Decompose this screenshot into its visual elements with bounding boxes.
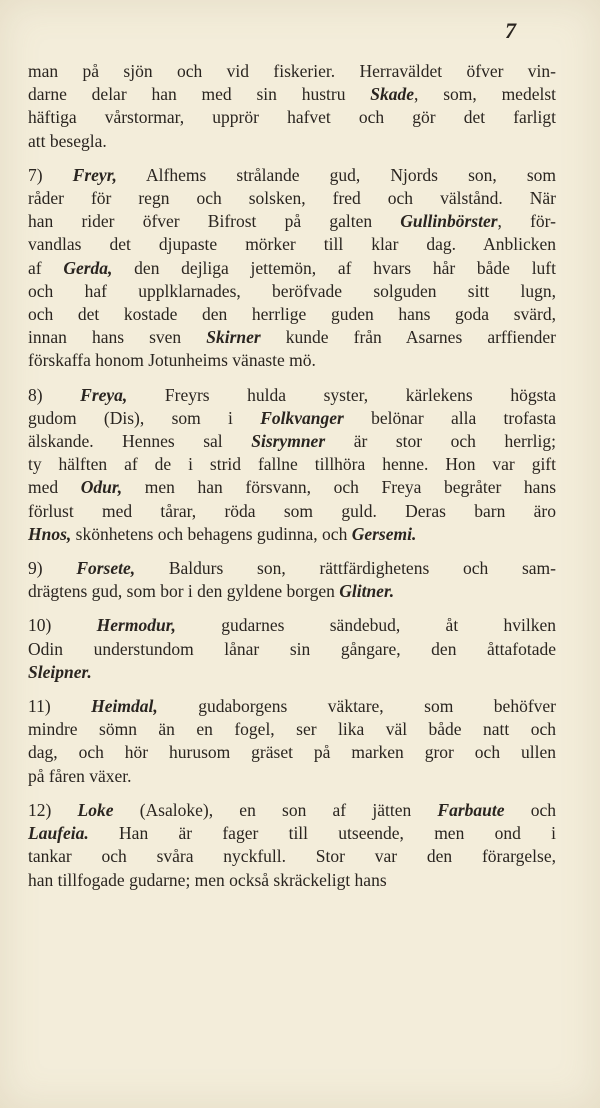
text-line: [28, 349, 556, 372]
text-run: ty hälften af de i strid fallne tillhöra henne. Hon var gift: [28, 454, 556, 475]
text-line: [28, 130, 556, 153]
text-line: [28, 83, 556, 106]
text-run: 9): [28, 558, 77, 579]
text-run: af: [28, 257, 64, 278]
proper-name: Gersemi.: [351, 523, 417, 544]
proper-name: Hnos,: [28, 523, 72, 544]
proper-name: Odur,: [80, 477, 123, 498]
text-line: [28, 60, 556, 83]
text-run: är stor och herrlig;: [325, 431, 556, 452]
text-run: vandlas det djupaste mörker till klar dag. Anblicken: [28, 234, 556, 255]
text-run: 12): [28, 799, 78, 820]
text-run: och det kostade den herrlige guden hans goda svärd,: [28, 304, 556, 325]
text-run: förskaffa honom Jotunheims vänaste mö.: [28, 350, 316, 371]
text-line: [28, 476, 556, 499]
text-run: Odin understundom lånar sin gångare, den åttafotade: [28, 638, 556, 659]
text-line: [28, 187, 556, 210]
text-run: gudaborgens väktare, som behöfver: [157, 696, 556, 717]
text-run: drägtens gud, som bor i den gyldene borgen: [28, 581, 340, 602]
text-run: förlust med tårar, röda som guld. Deras barn äro: [28, 500, 556, 521]
text-run: råder för regn och solsken, fred och välstånd. När: [28, 188, 556, 209]
text-line: [28, 580, 556, 603]
text-run: han rider öfver Bifrost på galten: [28, 211, 401, 232]
text-run: gudarnes sändebud, åt hvilken: [175, 615, 556, 636]
text-line: [28, 257, 556, 280]
proper-name: Laufeia.: [28, 823, 89, 844]
paragraph-p0: [28, 60, 556, 153]
text-run: och: [504, 799, 557, 820]
text-run: kunde från Asarnes arffiender: [260, 327, 556, 348]
text-line: [28, 661, 556, 684]
paragraph-p11: [28, 695, 556, 788]
text-run: med: [28, 477, 81, 498]
text-line: [28, 695, 556, 718]
text-run: man på sjön och vid fiskerier. Herraväldet öfver vin-: [28, 61, 556, 81]
text-run: att besegla.: [28, 130, 107, 151]
text-line: [28, 280, 556, 303]
text-line: [28, 799, 556, 822]
text-line: [28, 557, 556, 580]
proper-name: Forsete,: [76, 558, 136, 579]
text-line: [28, 384, 556, 407]
proper-name: Gullinbörster: [400, 211, 498, 232]
proper-name: Sleipner.: [28, 661, 92, 682]
text-run: , som, medelst: [414, 84, 557, 105]
text-run: 10): [28, 615, 97, 636]
text-line: [28, 765, 556, 788]
paragraph-p9: [28, 557, 556, 603]
text-run: älskande. Hennes sal: [28, 431, 252, 452]
paragraph-gap: [28, 603, 556, 614]
paragraph-p10: [28, 614, 556, 684]
proper-name: Heimdal,: [91, 696, 158, 717]
proper-name: Farbaute: [437, 799, 505, 820]
paragraph-gap: [28, 546, 556, 557]
proper-name: Skade: [370, 84, 415, 105]
text-run: på fåren växer.: [28, 765, 132, 786]
text-run: mindre sömn än en fogel, ser lika väl både natt och: [28, 719, 556, 740]
paragraph-gap: [28, 153, 556, 164]
text-run: tankar och svåra nyckfull. Stor var den förargelse,: [28, 846, 556, 867]
text-run: gudom (Dis), som i: [28, 407, 261, 428]
text-run: och haf upplklarnades, beröfvade solguden sitt lugn,: [28, 280, 556, 301]
text-line: [28, 845, 556, 868]
proper-name: Gerda,: [63, 257, 113, 278]
text-line: [28, 869, 556, 892]
paragraph-p12: [28, 799, 556, 892]
proper-name: Freya,: [80, 384, 128, 405]
text-run: 7): [28, 164, 73, 185]
text-line: [28, 614, 556, 637]
text-line: [28, 407, 556, 430]
text-line: [28, 106, 556, 129]
text-run: , för-: [497, 211, 556, 232]
text-line: [28, 523, 556, 546]
text-run: den dejliga jettemön, af hvars hår både luft: [112, 257, 556, 278]
paragraph-gap: [28, 373, 556, 384]
text-line: [28, 718, 556, 741]
paragraph-gap: [28, 788, 556, 799]
text-run: belönar alla trofasta: [343, 407, 556, 428]
proper-name: Glitner.: [339, 581, 395, 602]
text-run: darne delar han med sin hustru: [28, 84, 371, 105]
body-text: [28, 60, 556, 892]
text-run: Freyrs hulda syster, kärlekens högsta: [127, 384, 557, 405]
text-run: skönhetens och behagens gudinna, och: [71, 523, 352, 544]
proper-name: Folkvanger: [260, 407, 344, 428]
text-line: [28, 453, 556, 476]
text-run: men han försvann, och Freya begråter hans: [122, 477, 556, 498]
text-line: [28, 326, 556, 349]
text-run: dag, och hör hurusom gräset på marken gror och ullen: [28, 742, 556, 763]
paragraph-gap: [28, 684, 556, 695]
proper-name: Freyr,: [72, 164, 117, 185]
text-run: (Asaloke), en son af jätten: [113, 799, 438, 820]
proper-name: Sisrymner: [251, 431, 326, 452]
paragraph-p8: [28, 384, 556, 546]
text-line: [28, 822, 556, 845]
text-run: Baldurs son, rättfärdighetens och sam-: [135, 558, 556, 579]
text-line: [28, 741, 556, 764]
text-run: Han är fager till utseende, men ond i: [88, 823, 556, 844]
proper-name: Hermodur,: [96, 615, 176, 636]
text-run: innan hans sven: [28, 327, 207, 348]
text-line: [28, 303, 556, 326]
text-line: [28, 210, 556, 233]
text-run: han tillfogade gudarne; men också skräckeligt hans: [28, 869, 387, 890]
text-line: [28, 638, 556, 661]
proper-name: Skirner: [206, 327, 261, 348]
text-line: [28, 500, 556, 523]
page-number: 7: [505, 18, 516, 43]
text-run: 8): [28, 384, 81, 405]
text-line: [28, 164, 556, 187]
text-line: [28, 233, 556, 256]
text-run: häftiga vårstormar, upprör hafvet och gör det farligt: [28, 107, 556, 128]
proper-name: Loke: [77, 799, 114, 820]
text-run: 11): [28, 696, 92, 717]
text-run: Alfhems strålande gud, Njords son, som: [116, 164, 557, 185]
paragraph-p7: [28, 164, 556, 373]
text-line: [28, 430, 556, 453]
